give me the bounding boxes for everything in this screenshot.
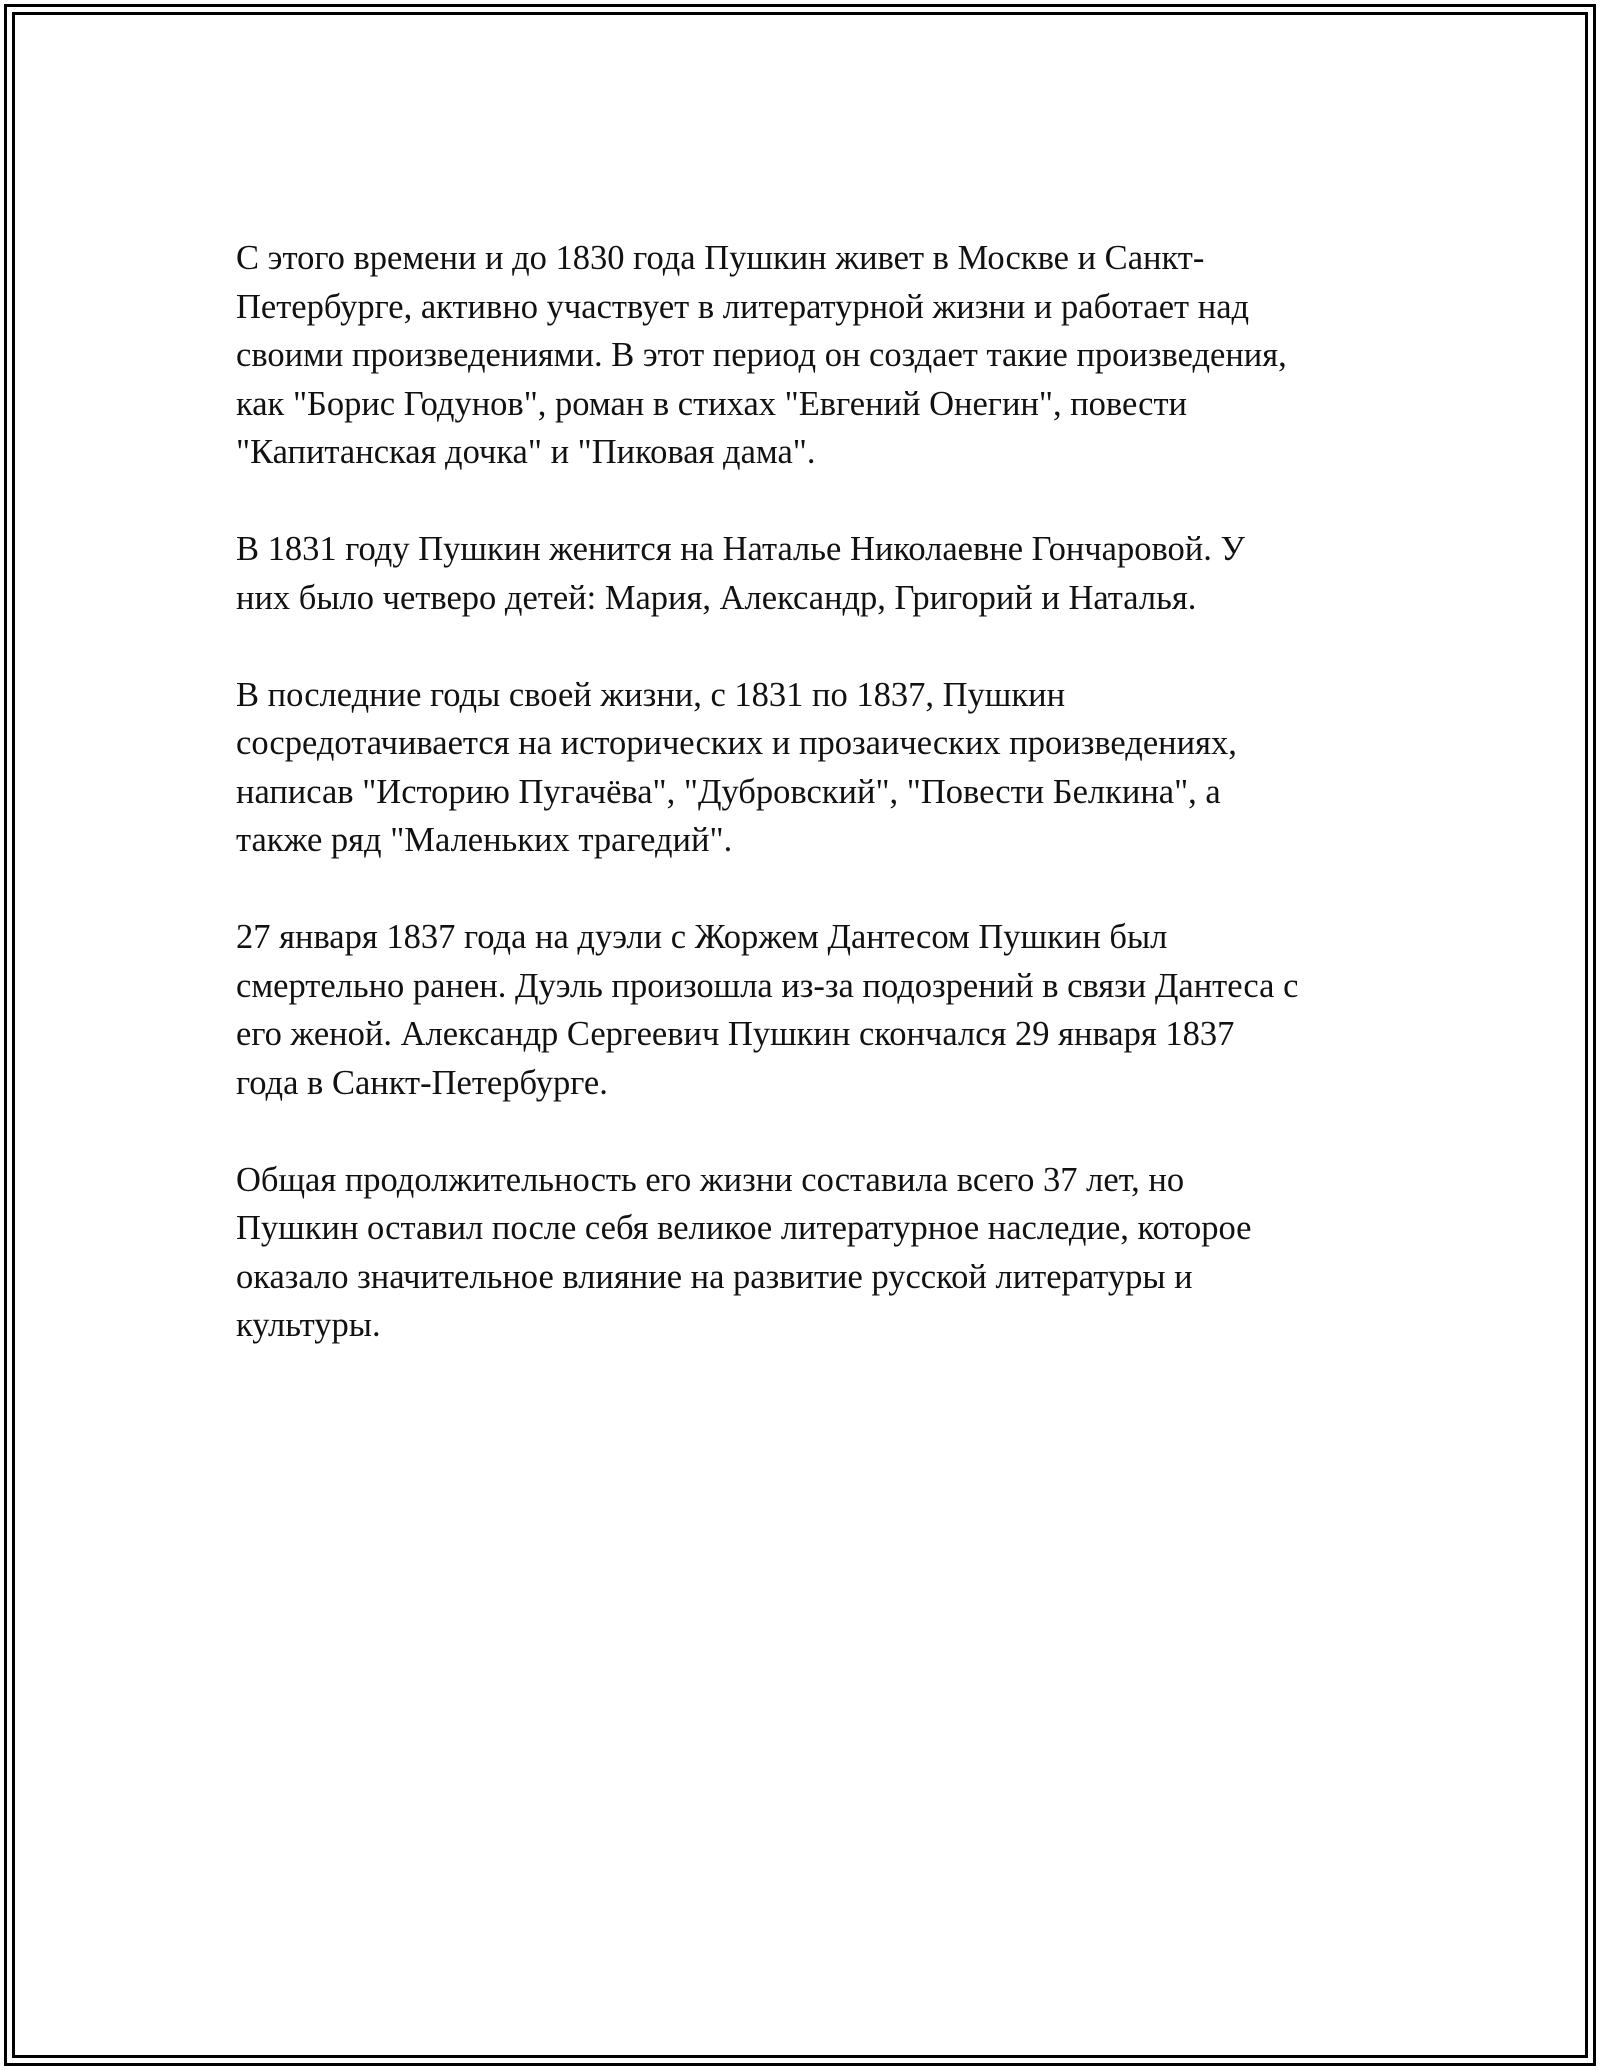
paragraph-line: В 1831 году Пушкин женится на Наталье Николаевне Гончаровой. У	[236, 530, 1245, 568]
paragraph-line: культуры.	[236, 1306, 381, 1344]
paragraph-line: его женой. Александр Сергеевич Пушкин скончался 29 января 1837	[236, 1015, 1235, 1053]
paragraph-line: "Капитанская дочка" и "Пиковая дама".	[236, 433, 816, 471]
paragraph-line: сосредотачивается на исторических и прозаических произведениях,	[236, 724, 1237, 762]
paragraph-line: С этого времени и до 1830 года Пушкин живет в Москве и Санкт-	[236, 239, 1205, 277]
paragraph-line: смертельно ранен. Дуэль произошла из-за подозрений в связи Дантеса с	[236, 966, 1299, 1005]
paragraph-line: оказало значительное влияние на развитие русской литературы и	[236, 1257, 1193, 1296]
paragraph-2	[236, 525, 1376, 622]
paragraph-line: Петербурге, активно участвует в литературной жизни и работает над	[236, 287, 1250, 326]
paragraph-line: Пушкин оставил после себя великое литературное наследие, которое	[236, 1209, 1252, 1247]
paragraph-line: 27 января 1837 года на дуэли с Жоржем Дантесом Пушкин был	[236, 918, 1168, 956]
paragraph-1	[236, 234, 1376, 477]
paragraph-line: написав "Историю Пугачёва", "Дубровский", "Повести Белкина", а	[236, 772, 1221, 811]
paragraph-line: Общая продолжительность его жизни составила всего 37 лет, но	[236, 1160, 1185, 1199]
paragraph-line: них было четверо детей: Мария, Александр, Григорий и Наталья.	[236, 578, 1197, 617]
paragraph-line: В последние годы своей жизни, с 1831 по 1837, Пушкин	[236, 675, 1066, 714]
paragraph-line: как "Борис Годунов", роман в стихах "Евгений Онегин", повести	[236, 384, 1188, 423]
paragraph-3	[236, 671, 1376, 865]
paragraph-line: также ряд "Маленьких трагедий".	[236, 821, 733, 859]
paragraph-line: своими произведениями. В этот период он создает такие произведения,	[236, 336, 1287, 374]
paragraph-5	[236, 1156, 1376, 1350]
document-body	[236, 234, 1376, 1398]
paragraph-line: года в Санкт-Петербурге.	[236, 1063, 608, 1102]
paragraph-4	[236, 913, 1376, 1107]
